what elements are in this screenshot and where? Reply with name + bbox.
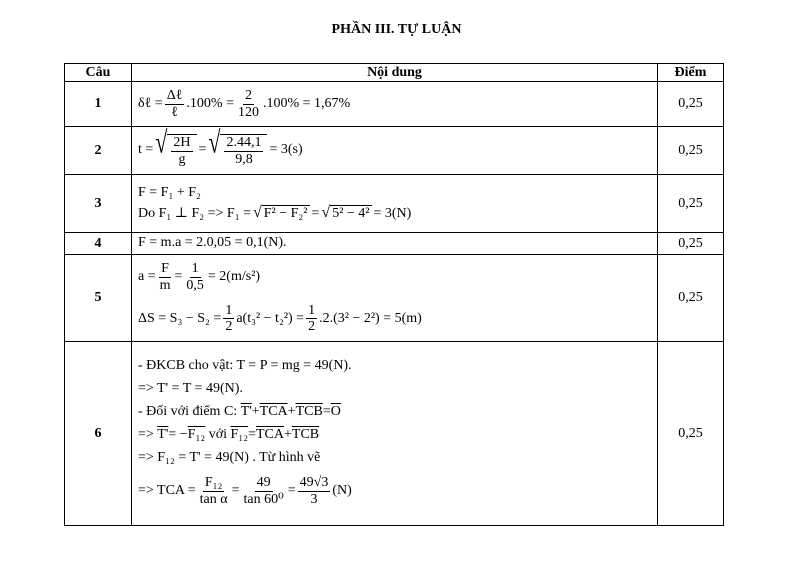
formula-text: a(t₃² − t₂²) = [236,310,305,326]
score: 0,25 [658,233,724,255]
formula-text: với [208,427,228,443]
formula-text: = 2(m/s²) [207,269,261,285]
square-root: √ 5² − 4² [321,204,370,221]
vector: $\overline{TCB}$ [291,427,320,443]
header-diem: Điểm [658,64,724,82]
vector: F₁₂ [187,427,206,443]
answer-table [64,63,724,526]
formula-text: = 3(s) [269,142,303,158]
vector: T' [240,404,252,420]
table-row [65,82,724,127]
table-row [65,127,724,175]
content-cell [132,82,658,127]
header-noi-dung: Nội dung [132,64,658,82]
formula-text: => TCA = [138,482,196,498]
fraction: $\frac{\text{Δℓ}}{\text{ℓ}}$ [166,88,183,120]
score: 0,25 [658,255,724,342]
content-cell [132,255,658,342]
formula-line: => F₁₂ = T' = 49(N) . Từ hình vẽ [138,450,321,466]
table-row [65,175,724,233]
question-number: 1 [65,82,132,127]
table-row [65,255,724,342]
square-root: √ $\frac{2.44,1}{9,8}$ [208,134,267,167]
formula-text: ΔS = S₃ − S₂ = [138,310,222,326]
header-cau: Câu [65,64,132,82]
formula-text: F₁ ⊥ F₂ [158,205,205,221]
score: 0,25 [658,127,724,175]
content-cell [132,233,658,255]
formula-text: = [198,142,207,158]
vector: T' [157,427,169,443]
question-number: 4 [65,233,132,255]
formula-text: .2.(3² − 2²) = 5(m) [319,310,422,326]
question-number: 3 [65,175,132,233]
formula-text: + [284,427,292,443]
fraction: $\frac{1}{2}$ [225,303,233,335]
vector: F₁₂ [230,427,249,443]
content-cell [132,124,658,175]
fraction: $\frac{F}{m}$ [159,261,171,293]
question-number: 2 [65,127,132,175]
score: 0,25 [658,175,724,233]
fraction: $\frac{49√3}{3}$ [299,475,329,507]
vector: $\overline{TCA}$ [256,427,284,443]
formula-text: = 3(N) [373,205,412,221]
formula-text: = [248,427,256,443]
fraction: $\frac{\text{F₁₂}}{\text{tan α}}$ [199,475,228,507]
formula-text: .100% = [186,95,234,111]
formula-text: => F₁ = [207,205,251,221]
formula-text: (N) [332,482,352,498]
formula-text: - Đối với điểm C: [138,404,238,420]
formula-text: = [311,205,320,221]
formula-text: = [174,269,183,285]
formula-line: - ĐKCB cho vật: T = P = mg = 49(N). [138,358,352,374]
formula-line: => T' = T = 49(N). [138,381,243,397]
vector: $\overline{TCB}$ [295,404,323,420]
formula-line: F = F₁ + F₂ [138,184,201,200]
formula-text: Do [138,205,156,221]
square-root: √ F² − F₂² [252,204,308,221]
score: 0,25 [658,342,724,526]
section-title: PHẦN III. TỰ LUẬN [331,22,462,37]
fraction: $\frac{1}{2}$ [308,303,316,335]
formula-line: F = m.a = 2.0,05 = 0,1(N). [138,235,287,251]
formula-text: a = [138,269,156,285]
header-row [65,64,724,82]
formula-text: = − [168,427,188,443]
content-cell [132,342,658,526]
formula-text: t = [138,142,154,158]
vector: $\overline{O}$ [330,404,341,420]
table-row [65,342,724,526]
formula-text: δℓ = [138,95,163,111]
fraction: $\frac{49}{\text{tan 60⁰}}$ [243,475,284,507]
formula-text: => [138,427,154,443]
formula-text: .100% = 1,67% [262,95,351,111]
formula-text: = [322,404,331,420]
content-cell [132,175,658,233]
score: 0,25 [658,82,724,127]
formula-text: + [251,404,260,420]
question-number: 6 [65,342,132,526]
fraction: $\frac{1}{0,5}$ [186,261,204,293]
table-row [65,233,724,255]
vector: $\overline{TCA}$ [259,404,288,420]
fraction: $\frac{2}{120}$ [237,88,259,120]
question-number: 5 [65,255,132,342]
formula-text: + [287,404,296,420]
formula-text: = [231,482,240,498]
formula-text: = [287,482,296,498]
square-root: √ $\frac{2H}{g}$ [155,134,196,167]
